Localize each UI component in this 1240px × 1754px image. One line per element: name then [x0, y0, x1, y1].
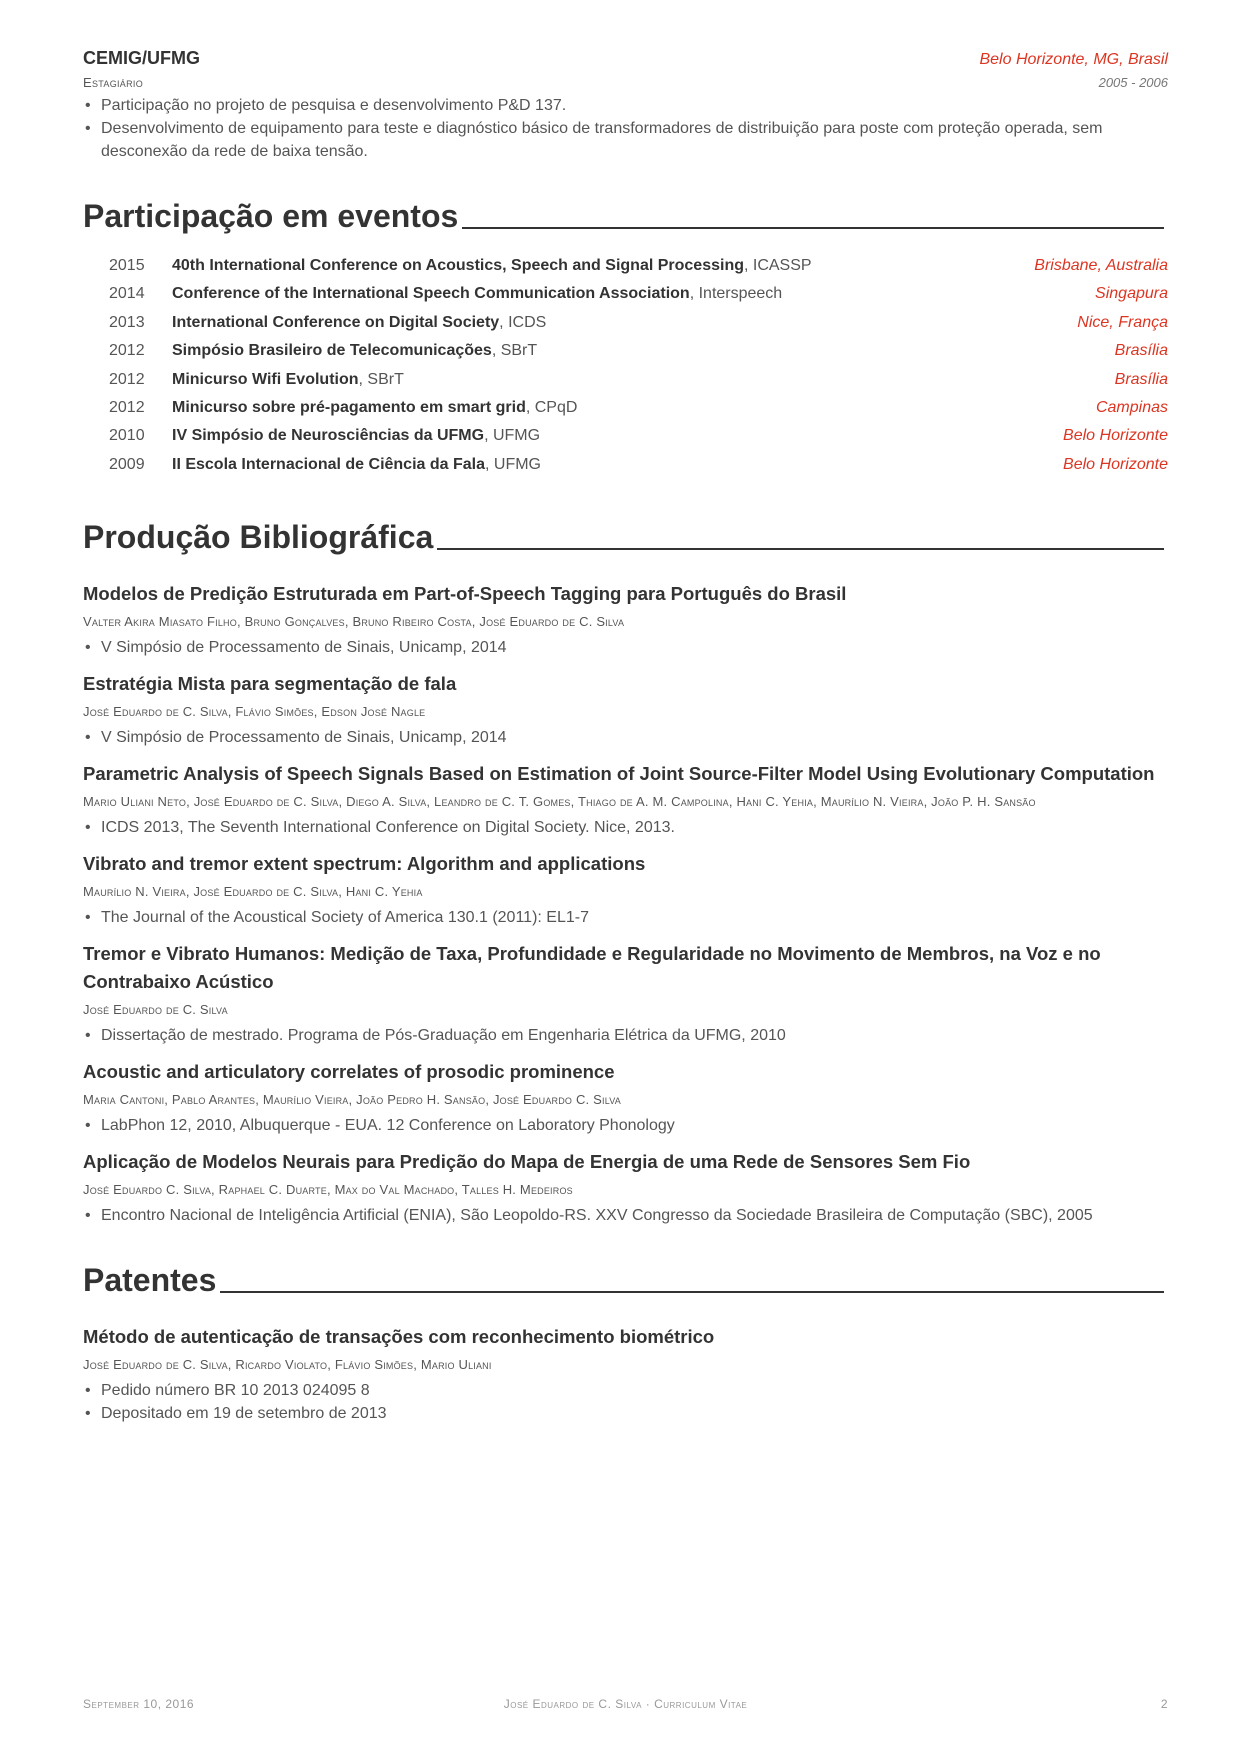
patent-detail: • Pedido número BR 10 2013 024095 8 [83, 1379, 1168, 1402]
publication-authors: Mario Uliani Neto, José Eduardo de C. Silva, Diego A. Silva, Leandro de C. T. Gomes, Thiago de A. M. Campolina, Hani C. Yehia, Maurílio N. Vieira, João P. H. Sansão [83, 794, 1036, 810]
event-org: , UFMG [485, 455, 541, 473]
event-location: Brasília [1114, 370, 1168, 388]
patent-detail: • Depositado em 19 de setembro de 2013 [83, 1402, 1168, 1425]
event-row [109, 257, 1168, 285]
publication-authors: Maria Cantoni, Pablo Arantes, Maurílio Vieira, João Pedro H. Sansão, José Eduardo C. Silva [83, 1092, 622, 1108]
publication-authors: José Eduardo de C. Silva [83, 1002, 228, 1018]
event-org: , SBrT [358, 370, 404, 388]
footer-date: September 10, 2016 [83, 1697, 195, 1711]
publication-list [83, 580, 1168, 1227]
publication-entry [83, 940, 1168, 1047]
publication-entry [83, 850, 1168, 929]
events-list [109, 257, 1168, 484]
job-entry [83, 48, 1168, 163]
job-role: Estagiário [83, 75, 144, 90]
event-row [109, 456, 1168, 484]
event-year: 2015 [109, 257, 145, 274]
event-row [109, 285, 1168, 313]
patents-section [83, 1261, 1168, 1425]
event-org: , Interspeech [689, 285, 783, 303]
event-year: 2013 [109, 313, 145, 331]
publication-authors: José Eduardo C. Silva, Raphael C. Duarte, Max do Val Machado, Talles H. Medeiros [83, 1182, 573, 1198]
bibliography-section-title: Produção Bibliográfica [83, 519, 434, 556]
job-bullet: • Participação no projeto de pesquisa e desenvolvimento P&D 137. [83, 94, 1168, 117]
publication-authors: José Eduardo de C. Silva, Flávio Simões, Edson José Nagle [83, 704, 426, 720]
publication-title: Parametric Analysis of Speech Signals Based on Estimation of Joint Source-Filter Model Using Evolutionary Computation [83, 763, 1155, 785]
publication-title: Estratégia Mista para segmentação de fala [83, 673, 457, 695]
event-org: , SBrT [491, 342, 538, 360]
publication-authors: Maurílio N. Vieira, José Eduardo de C. Silva, Hani C. Yehia [83, 884, 423, 900]
patent-list [83, 1323, 1168, 1425]
publication-title: Aplicação de Modelos Neurais para Predição do Mapa de Energia de uma Rede de Sensores Sem Fio [83, 1151, 971, 1173]
event-org: , UFMG [484, 427, 541, 445]
event-name: Simpósio Brasileiro de Telecomunicações [172, 342, 492, 360]
publication-venue: • LabPhon 12, 2010, Albuquerque - EUA. 12 Conference on Laboratory Phonology [83, 1114, 1168, 1137]
event-location: Brasília [1114, 342, 1168, 360]
event-year: 2012 [109, 342, 145, 360]
event-row [109, 371, 1168, 399]
section-rule [462, 227, 1164, 229]
events-section-title: Participação em eventos [83, 198, 459, 234]
section-rule [220, 1291, 1164, 1293]
publication-title: Vibrato and tremor extent spectrum: Algorithm and applications [83, 853, 646, 875]
publication-venue: • ICDS 2013, The Seventh International Conference on Digital Society. Nice, 2013. [83, 816, 1168, 839]
publication-entry [83, 1148, 1168, 1227]
publication-entry [83, 1058, 1168, 1137]
event-location: Belo Horizonte [1063, 427, 1168, 445]
footer-page-number: 2 [1160, 1697, 1168, 1711]
event-row [109, 427, 1168, 455]
patent-title: Método de autenticação de transações com reconhecimento biométrico [83, 1326, 715, 1348]
section-rule [437, 548, 1164, 550]
event-name: 40th International Conference on Acoustics, Speech and Signal Processing [172, 257, 744, 274]
publication-venue: • Dissertação de mestrado. Programa de Pós-Graduação em Engenharia Elétrica da UFMG, 2010 [83, 1024, 1168, 1047]
event-location: Nice, França [1077, 313, 1168, 331]
event-row [109, 314, 1168, 342]
events-section [83, 197, 1168, 484]
publication-authors: Valter Akira Miasato Filho, Bruno Gonçalves, Bruno Ribeiro Costa, José Eduardo de C. Silva [83, 614, 625, 630]
event-row [109, 342, 1168, 370]
publication-title: Acoustic and articulatory correlates of prosodic prominence [83, 1061, 615, 1083]
publication-title: Modelos de Predição Estruturada em Part-of-Speech Tagging para Português do Brasil [83, 583, 847, 605]
event-name: II Escola Internacional de Ciência da Fala [172, 455, 485, 473]
event-location: Campinas [1095, 398, 1168, 416]
publication-entry [83, 760, 1168, 839]
job-bullets [83, 94, 1168, 163]
event-row [109, 399, 1168, 427]
publication-venue: • V Simpósio de Processamento de Sinais, Unicamp, 2014 [83, 636, 1168, 659]
publication-entry [83, 580, 1168, 659]
job-location: Belo Horizonte, MG, Brasil [979, 51, 1168, 68]
event-name: Minicurso sobre pré-pagamento em smart grid [172, 398, 526, 416]
event-location: Singapura [1095, 285, 1168, 303]
bibliography-section [83, 518, 1168, 1227]
patents-section-title: Patentes [83, 1262, 217, 1299]
event-year: 2014 [109, 285, 145, 303]
event-name: International Conference on Digital Society [172, 313, 500, 331]
publication-title: Tremor e Vibrato Humanos: Medição de Taxa, Profundidade e Regularidade no Movimento de Membros, na Voz e no Contrabaixo Acústico [83, 943, 1101, 993]
patent-entry [83, 1323, 1168, 1425]
publication-entry [83, 670, 1168, 749]
job-dates: 2005 - 2006 [1098, 75, 1168, 90]
footer-center: José Eduardo de C. Silva · Curriculum Vitae [503, 1697, 748, 1711]
event-location: Belo Horizonte [1063, 455, 1168, 473]
publication-venue: • The Journal of the Acoustical Society of America 130.1 (2011): EL1-7 [83, 906, 1168, 929]
event-year: 2009 [109, 455, 145, 473]
event-org: , ICASSP [743, 257, 812, 274]
event-org: , CPqD [525, 398, 578, 416]
cv-page [83, 48, 1168, 1436]
event-year: 2012 [109, 398, 145, 416]
event-name: Conference of the International Speech Communication Association [172, 285, 690, 303]
publication-venue: • Encontro Nacional de Inteligência Artificial (ENIA), São Leopoldo-RS. XXV Congresso da Sociedade Brasileira de Computação (SBC), 2005 [83, 1204, 1168, 1227]
event-name: Minicurso Wifi Evolution [172, 370, 359, 388]
event-name: IV Simpósio de Neurosciências da UFMG [172, 427, 485, 445]
event-year: 2012 [109, 370, 145, 388]
job-bullet: • Desenvolvimento de equipamento para teste e diagnóstico básico de transformadores de distribuição para poste com proteção operada, sem desconexão da rede de baixa tensão. [83, 117, 1168, 163]
event-year: 2010 [109, 427, 145, 445]
publication-venue: • V Simpósio de Processamento de Sinais, Unicamp, 2014 [83, 726, 1168, 749]
event-org: , ICDS [499, 313, 547, 331]
event-location: Brisbane, Australia [1034, 257, 1168, 274]
job-organization: CEMIG/UFMG [83, 48, 200, 68]
patent-authors: José Eduardo de C. Silva, Ricardo Violato, Flávio Simões, Mario Uliani [83, 1357, 492, 1373]
